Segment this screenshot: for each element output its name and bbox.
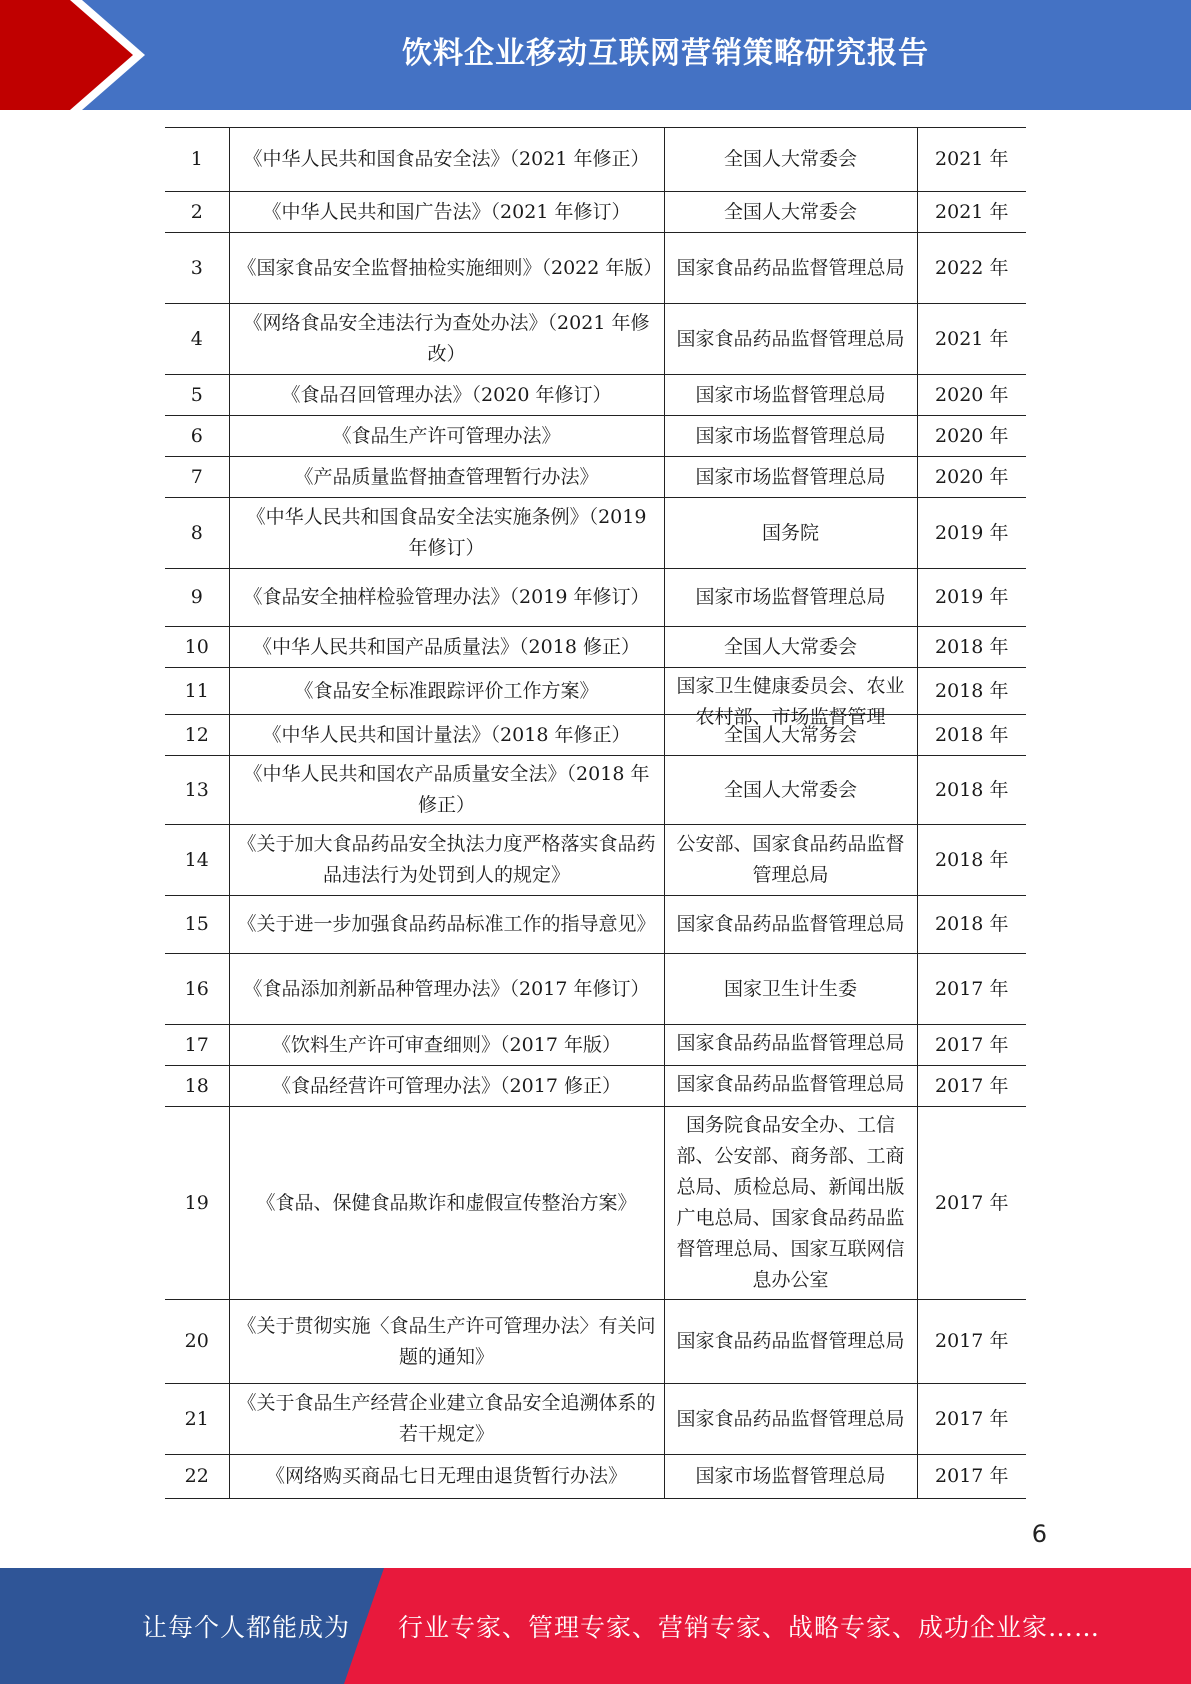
regulation-name-cell [229,416,664,457]
issue-year-cell [917,457,1026,498]
row-number-cell [165,1300,229,1384]
issuing-authority-cell [664,304,917,375]
issuing-authority-cell [664,668,917,728]
regulation-name-cell [229,627,664,668]
issuing-authority-cell [664,128,917,192]
issuing-authority: 国家市场监督管理总局 [695,383,886,406]
regulation-name: 《食品添加剂新品种管理办法》（2017 年修订） [243,977,650,1000]
row-number-cell [165,569,229,627]
regulation-name-cell [229,1066,664,1107]
table-row [165,668,1026,715]
regulation-name-cell [229,896,664,954]
issue-year-cell [917,896,1026,954]
issuing-authority: 国家食品药品监督管理总局 [676,1073,905,1095]
row-number-cell [165,457,229,498]
regulation-name: 《食品、保健食品欺诈和虚假宣传整治方案》 [256,1191,637,1214]
row-number-cell [165,375,229,416]
regulation-name: 《关于加大食品药品安全执法力度严格落实食品药品违法行为处罚到人的规定》 [237,833,656,886]
table-row [165,1107,1026,1300]
issue-year-cell [917,668,1026,715]
regulation-name: 《关于贯彻实施〈食品生产许可管理办法〉有关问题的通知》 [237,1314,656,1368]
issuing-authority-cell [664,233,917,304]
issue-year: 2017 年 [935,1330,1009,1352]
issue-year-cell [917,1300,1026,1384]
regulation-name-cell [229,1300,664,1384]
regulation-name-cell [229,715,664,756]
regulation-name-cell [229,233,664,304]
issuing-authority: 国务院食品安全办、工信部、公安部、商务部、工商总局、质检总局、新闻出版广电总局、国家食品药品监督管理总局、国家互联网信息办公室 [676,1114,905,1291]
row-number-cell [165,896,229,954]
row-number: 5 [190,383,203,406]
table-row [165,233,1026,304]
issuing-authority-cell [664,416,917,457]
regulation-name: 《国家食品安全监督抽检实施细则》（2022 年版） [237,256,663,279]
issuing-authority-cell [664,192,917,233]
issuing-authority-cell [664,569,917,627]
row-number-cell [165,192,229,233]
row-number-cell [165,1025,229,1066]
row-number-cell [165,715,229,756]
issuing-authority: 国家食品药品监督管理总局 [676,1032,905,1054]
regulation-name-cell [229,498,664,569]
issue-year-cell [917,1384,1026,1455]
row-number-cell [165,668,229,715]
row-number-cell [165,954,229,1025]
issue-year-cell [917,954,1026,1025]
table-row [165,825,1026,896]
regulation-name: 《关于进一步加强食品药品标准工作的指导意见》 [237,913,656,935]
page-footer [0,1568,1191,1684]
issue-year-cell [917,1025,1026,1066]
issuing-authority-cell [664,825,917,896]
issue-year-cell [917,498,1026,569]
row-number: 18 [184,1074,209,1097]
regulation-name: 《饮料生产许可审查细则》（2017 年版） [272,1033,621,1056]
row-number: 20 [184,1330,209,1352]
issuing-authority: 国家食品药品监督管理总局 [676,1407,905,1430]
row-number-cell [165,756,229,825]
regulations-table [165,127,1026,1499]
issue-year: 2020 年 [935,465,1009,488]
table-row [165,1384,1026,1455]
issuing-authority: 公安部、国家食品药品监督管理总局 [676,833,905,886]
row-number: 14 [184,848,209,871]
issue-year: 2017 年 [935,1033,1009,1056]
issuing-authority: 国家食品药品监督管理总局 [676,256,905,279]
row-number: 2 [190,200,203,223]
table-row [165,1066,1026,1107]
table-row [165,569,1026,627]
row-number: 16 [184,977,209,1000]
row-number: 17 [184,1033,209,1056]
issue-year-cell [917,375,1026,416]
issue-year: 2018 年 [935,848,1009,871]
issuing-authority: 国家食品药品监督管理总局 [676,327,905,350]
issuing-authority-cell [664,1300,917,1384]
issue-year-cell [917,1066,1026,1107]
issuing-authority-cell [664,375,917,416]
issue-year-cell [917,233,1026,304]
issue-year: 2017 年 [935,1191,1009,1214]
regulation-name: 《产品质量监督抽查管理暂行办法》 [294,465,599,488]
issuing-authority: 全国人大常委会 [723,635,857,658]
regulation-name: 《网络食品安全违法行为查处办法》（2021 年修改） [243,312,650,365]
page-header [0,0,1191,110]
regulation-name: 《食品生产许可管理办法》 [332,424,561,447]
issue-year-cell [917,1455,1026,1499]
regulation-name: 《中华人民共和国农产品质量安全法》（2018 年修正） [243,763,650,816]
table-row [165,627,1026,668]
row-number: 12 [184,723,209,746]
table-row [165,756,1026,825]
regulation-name-cell [229,457,664,498]
regulation-name-cell [229,1384,664,1455]
row-number-cell [165,1384,229,1455]
footer-slogan-roles: 行业专家、管理专家、营销专家、战略专家、成功企业家…… [398,1613,1101,1642]
row-number-cell [165,1455,229,1499]
issuing-authority: 国家卫生计生委 [723,977,857,1000]
issue-year: 2020 年 [935,383,1009,406]
issue-year: 2017 年 [935,977,1009,1000]
row-number-cell [165,1107,229,1300]
row-number-cell [165,304,229,375]
issue-year-cell [917,1107,1026,1300]
issuing-authority-cell [664,627,917,668]
issue-year-cell [917,128,1026,192]
row-number: 22 [184,1465,209,1487]
row-number: 13 [184,778,209,801]
report-title: 饮料企业移动互联网营销策略研究报告 [402,36,929,71]
issue-year-cell [917,627,1026,668]
issue-year: 2019 年 [935,586,1009,608]
issue-year: 2019 年 [935,521,1009,544]
issuing-authority: 国家市场监督管理总局 [695,1465,886,1487]
issue-year: 2018 年 [935,778,1009,801]
row-number-cell [165,498,229,569]
regulation-name: 《中华人民共和国计量法》（2018 年修正） [262,723,631,746]
table-row [165,304,1026,375]
regulation-name: 《中华人民共和国产品质量法》（2018 修正） [253,635,640,658]
row-number-cell [165,416,229,457]
regulation-name-cell [229,825,664,896]
row-number: 4 [190,327,203,350]
row-number: 1 [190,148,203,170]
issue-year-cell [917,715,1026,756]
row-number: 7 [190,465,203,488]
issue-year: 2017 年 [935,1407,1009,1430]
issue-year-cell [917,756,1026,825]
issue-year: 2021 年 [935,327,1009,350]
row-number-cell [165,825,229,896]
issue-year: 2022 年 [935,256,1009,279]
page-number: 6 [1031,1520,1047,1548]
issuing-authority: 国务院 [761,521,819,544]
issue-year: 2018 年 [935,723,1009,746]
issue-year: 2021 年 [935,200,1009,223]
regulation-name-cell [229,668,664,715]
regulation-name-cell [229,192,664,233]
table-row [165,1025,1026,1066]
issuing-authority-cell [664,1384,917,1455]
issuing-authority: 全国人大常委会 [723,148,857,170]
regulation-name: 《食品经营许可管理办法》（2017 修正） [272,1074,621,1097]
row-number-cell [165,233,229,304]
row-number: 3 [190,256,203,279]
table-row [165,192,1026,233]
table-row [165,1455,1026,1499]
issuing-authority-cell [664,1025,917,1066]
issuing-authority: 全国人大常委会 [723,778,857,801]
row-number-cell [165,627,229,668]
issue-year-cell [917,569,1026,627]
issue-year: 2018 年 [935,679,1009,702]
issue-year-cell [917,304,1026,375]
issuing-authority: 国家卫生健康委员会、农业农村部、市场监督管理 [676,675,905,728]
issuing-authority-cell [664,1455,917,1499]
row-number: 21 [184,1407,209,1430]
row-number: 15 [184,913,209,935]
table-row [165,375,1026,416]
row-number: 6 [190,424,203,447]
row-number: 8 [190,521,203,544]
issuing-authority: 全国人大常务会 [723,723,857,746]
issuing-authority-cell [664,1107,917,1300]
issuing-authority: 国家市场监督管理总局 [695,424,886,447]
regulation-name: 《食品安全抽样检验管理办法》（2019 年修订） [243,586,650,608]
issue-year: 2021 年 [935,148,1009,170]
regulation-name: 《关于食品生产经营企业建立食品安全追溯体系的若干规定》 [237,1392,656,1445]
issuing-authority-cell [664,896,917,954]
table-row [165,954,1026,1025]
regulation-name-cell [229,304,664,375]
table-row [165,128,1026,192]
footer-slogan-lead: 让每个人都能成为 [142,1613,351,1642]
issuing-authority-cell [664,457,917,498]
table-row [165,498,1026,569]
regulation-name-cell [229,375,664,416]
regulation-name-cell [229,1455,664,1499]
table-row [165,457,1026,498]
table-row [165,1300,1026,1384]
issuing-authority: 国家食品药品监督管理总局 [676,1330,905,1352]
regulation-name: 《中华人民共和国食品安全法实施条例》（2019 年修订） [246,506,647,559]
issue-year: 2020 年 [935,424,1009,447]
table-row [165,416,1026,457]
table-row [165,896,1026,954]
issue-year-cell [917,416,1026,457]
regulation-name: 《食品召回管理办法》（2020 年修订） [281,383,612,406]
issuing-authority-cell [664,756,917,825]
issue-year: 2018 年 [935,913,1009,935]
regulation-name-cell [229,756,664,825]
row-number-cell [165,128,229,192]
issue-year: 2017 年 [935,1074,1009,1097]
issuing-authority: 国家市场监督管理总局 [695,465,886,488]
issuing-authority-cell [664,1066,917,1107]
issue-year-cell [917,825,1026,896]
issuing-authority: 国家食品药品监督管理总局 [676,913,905,935]
issuing-authority: 国家市场监督管理总局 [695,586,886,608]
table-row [165,715,1026,756]
regulation-name-cell [229,1025,664,1066]
row-number: 11 [184,679,209,702]
regulation-name-cell [229,954,664,1025]
row-number: 19 [184,1191,209,1214]
regulations-table-body [165,128,1026,1499]
issuing-authority-cell [664,498,917,569]
row-number-cell [165,1066,229,1107]
regulation-name-cell [229,128,664,192]
issuing-authority: 全国人大常委会 [723,200,857,223]
regulation-name-cell [229,569,664,627]
regulation-name-cell [229,1107,664,1300]
row-number: 9 [190,586,203,608]
issue-year: 2017 年 [935,1465,1009,1487]
issuing-authority-cell [664,954,917,1025]
row-number: 10 [184,635,209,658]
issue-year: 2018 年 [935,635,1009,658]
issue-year-cell [917,192,1026,233]
regulation-name: 《中华人民共和国食品安全法》（2021 年修正） [243,148,650,170]
regulation-name: 《食品安全标准跟踪评价工作方案》 [294,679,599,702]
regulation-name: 《中华人民共和国广告法》（2021 年修订） [262,200,631,223]
regulation-name: 《网络购买商品七日无理由退货暂行办法》 [265,1465,627,1487]
